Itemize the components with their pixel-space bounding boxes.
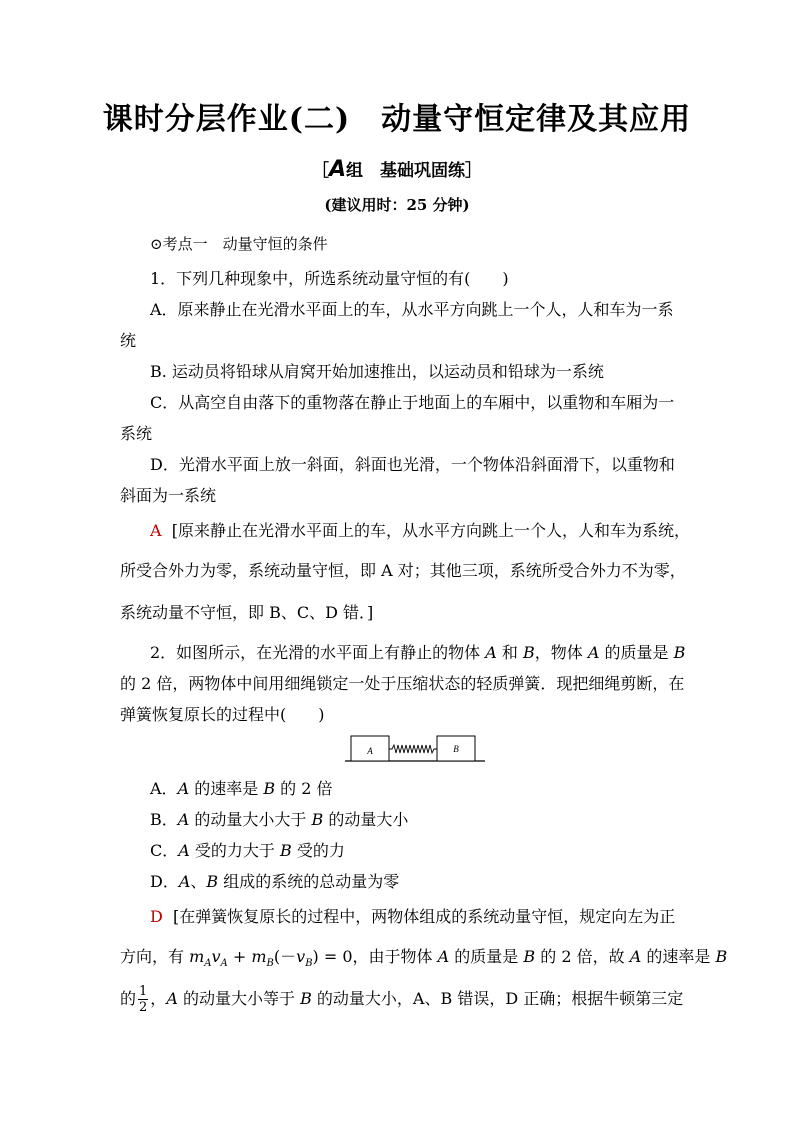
group-label: 组 基础巩固练 [346,161,466,181]
q2-stem-line2: 的 2 倍，两物体中间用细绳锁定一处于压缩状态的轻质弹簧．现把细绳剪断，在 [120,674,685,693]
label-b: B [453,744,459,754]
q2-answer: D [150,907,163,926]
q1-option-d: D．光滑水平面上放一斜面，斜面也光滑，一个物体沿斜面滑下，以重物和 [150,455,675,474]
section-heading: ⊙考点一 动量守恒的条件 [150,235,328,253]
spring-blocks-figure [345,733,485,765]
q2-explanation-line1: D [在弹簧恢复原长的过程中，两物体组成的系统动量守恒，规定向左为正 [150,907,676,926]
group-heading [0,156,794,182]
group-letter: A [328,157,347,182]
q1-explanation-line3: 系统动量不守恒，即 B、C、D 错．] [120,603,374,622]
q2-option-c: C．A 受的力大于 B 受的力 [150,841,345,860]
q2-stem-line3: 弹簧恢复原长的过程中( ) [120,705,325,724]
q1-option-c-cont: 系统 [120,424,153,443]
q2-option-a: A．A 的速率是 B 的 2 倍 [150,779,333,798]
q1-stem: 1．下列几种现象中，所选系统动量守恒的有( ) [150,269,509,288]
bracket-close: ］ [465,161,483,181]
q1-option-a-cont: 统 [120,331,137,350]
label-a: A [367,746,373,756]
q2-option-d: D．A、B 组成的系统的总动量为零 [150,872,400,891]
q1-option-c: C．从高空自由落下的重物落在静止于地面上的车厢中，以重物和车厢为一 [150,393,675,412]
spring [389,745,437,753]
q1-explanation-line2: 所受合外力为零，系统动量守恒，即 A 对；其他三项，系统所受合外力不为零， [120,561,686,580]
bracket-open: ［ [311,161,329,181]
q1-option-b: B. 运动员将铅球从肩窝开始加速推出，以运动员和铅球为一系统 [150,362,604,381]
q2-stem-line1: 2．如图所示，在光滑的水平面上有静止的物体 A 和 B，物体 A 的质量是 B [150,643,686,662]
q1-option-a: A．原来静止在光滑水平面上的车，从水平方向跳上一个人，人和车为一系 [150,300,674,319]
suggested-time: (建议用时：25 分钟) [324,196,470,214]
q1-explanation-line1: A [原来静止在光滑水平面上的车，从水平方向跳上一个人，人和车为系统， [150,521,690,540]
q1-option-d-cont: 斜面为一系统 [120,486,217,505]
q2-explanation-line2: 方向，有 $m_Av_A + m_B(-v_B) = 0$，由于物体 A 的质量是 B 的 2 倍，故 A 的速率是 B [120,947,728,969]
q2-explanation-line3: 的 $\frac{1}{2}$ ，A 的动量大小等于 B 的动量大小，A、B 错误，D 正确；根据牛顿第三定 [120,984,684,1015]
q1-answer: A [150,521,162,540]
q2-option-b: B．A 的动量大小大于 B 的动量大小 [150,810,409,829]
page-title: 课时分层作业(二) 动量守恒定律及其应用 [102,102,692,137]
fraction-one-half: $\frac{1}{2}$ [139,984,148,1015]
